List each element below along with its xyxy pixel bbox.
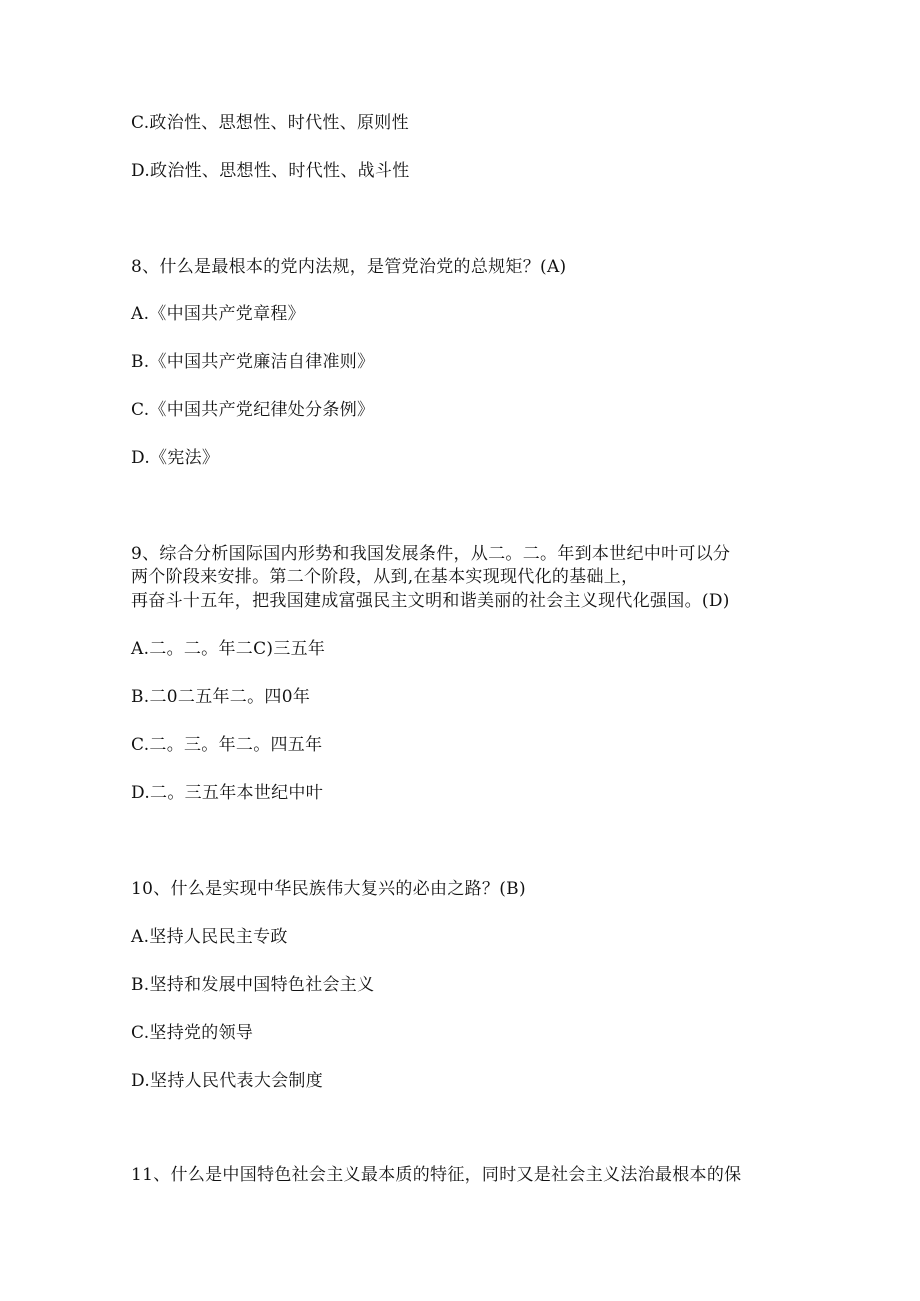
option-q9-d: D.二。三五年本世纪中叶: [131, 783, 324, 803]
question-9-stem-line-1: 9、综合分析国际国内形势和我国发展条件，从二。二。年到本世纪中叶可以分: [131, 544, 731, 564]
option-q8-c: C.《中国共产党纪律处分条例》: [131, 400, 375, 420]
option-q8-b: B.《中国共产党廉洁自律准则》: [131, 352, 375, 372]
question-9-stem-line-3: 再奋斗十五年，把我国建成富强民主文明和谐美丽的社会主义现代化强国。(D): [131, 591, 730, 611]
question-10-stem: 10、什么是实现中华民族伟大复兴的必由之路？(B): [131, 879, 526, 899]
option-q7-d: D.政治性、思想性、时代性、战斗性: [131, 161, 410, 181]
option-q9-a: A.二。二。年二C)三五年: [131, 639, 326, 659]
question-9-stem-line-2: 两个阶段来安排。第二个阶段，从到,在基本实现现代化的基础上，: [131, 567, 639, 587]
question-11-stem: 11、什么是中国特色社会主义最本质的特征，同时又是社会主义法治最根本的保: [131, 1165, 742, 1185]
option-q8-d: D.《宪法》: [131, 448, 220, 468]
option-q7-c: C.政治性、思想性、时代性、原则性: [131, 113, 409, 133]
option-q10-b: B.坚持和发展中国特色社会主义: [131, 975, 375, 995]
option-q10-c: C.坚持党的领导: [131, 1023, 254, 1043]
option-q9-c: C.二。三。年二。四五年: [131, 735, 323, 755]
option-q10-a: A.坚持人民民主专政: [131, 927, 288, 947]
option-q8-a: A.《中国共产党章程》: [131, 304, 305, 324]
option-q10-d: D.坚持人民代表大会制度: [131, 1071, 324, 1091]
option-q9-b: B.二0二五年二。四0年: [131, 687, 311, 707]
question-8-stem: 8、什么是最根本的党内法规，是管党治党的总规矩？(A): [131, 257, 567, 277]
